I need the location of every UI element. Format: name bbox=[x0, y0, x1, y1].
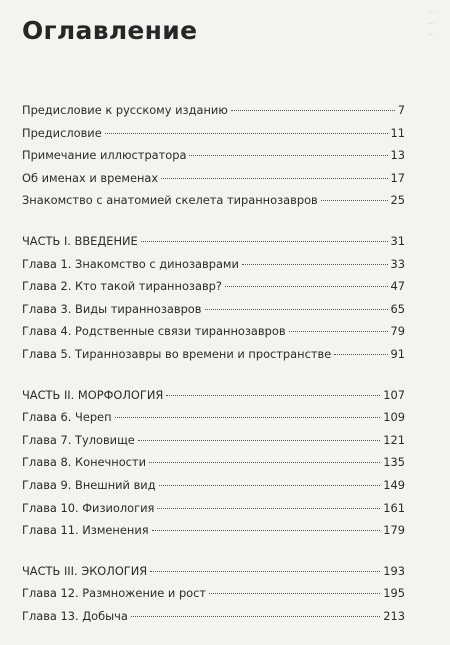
dot-leader bbox=[205, 308, 388, 310]
toc-entry-label: Глава 12. Размножение и рост bbox=[22, 586, 207, 601]
toc-entry-page-number: 25 bbox=[390, 193, 405, 208]
toc-entry-page-number: 179 bbox=[383, 523, 405, 538]
toc-entry-page-number: 121 bbox=[383, 432, 405, 447]
toc-entry-label: Глава 13. Добыча bbox=[22, 608, 128, 623]
toc-entry-page-number: 149 bbox=[383, 477, 405, 492]
dot-leader bbox=[157, 507, 380, 509]
dot-leader bbox=[161, 177, 387, 179]
toc-entry-label: Об именах и временах bbox=[22, 170, 159, 185]
toc-entry[interactable] bbox=[22, 343, 405, 366]
dot-leader bbox=[334, 353, 387, 355]
toc-entry-page-number: 31 bbox=[390, 233, 405, 248]
dot-leader bbox=[166, 394, 380, 396]
dot-leader bbox=[131, 615, 380, 617]
toc-entry-label: Глава 4. Родственные связи тираннозавров bbox=[22, 324, 286, 339]
toc-entry-label: Глава 3. Виды тираннозавров bbox=[22, 301, 202, 316]
toc-entry-label: Предисловие bbox=[22, 125, 102, 140]
toc-entry-page-number: 79 bbox=[390, 324, 405, 339]
toc-entry-label: Глава 1. Знакомство с динозаврами bbox=[22, 256, 239, 271]
toc-entry[interactable] bbox=[22, 384, 405, 407]
table-of-contents bbox=[22, 99, 405, 645]
dot-leader bbox=[159, 484, 381, 486]
dot-leader bbox=[105, 132, 388, 134]
toc-entry-label: Глава 10. Физиология bbox=[22, 500, 155, 515]
toc-entry[interactable] bbox=[22, 189, 405, 212]
toc-entry[interactable] bbox=[22, 474, 405, 497]
toc-entry[interactable] bbox=[22, 253, 405, 276]
toc-entry-label: Предисловие к русскому изданию bbox=[22, 103, 228, 117]
toc-entry-page-number: 107 bbox=[383, 387, 405, 402]
toc-entry-label: ЧАСТЬ I. ВВЕДЕНИЕ bbox=[22, 233, 138, 248]
page-title: Оглавление bbox=[22, 16, 198, 45]
toc-entry-label: ЧАСТЬ III. ЭКОЛОГИЯ bbox=[22, 563, 148, 578]
dot-leader bbox=[242, 263, 388, 265]
ghost-line: ... bbox=[427, 6, 436, 16]
toc-entry[interactable] bbox=[22, 230, 405, 253]
toc-entry-label: Глава 9. Внешний вид bbox=[22, 477, 156, 492]
dot-leader bbox=[150, 570, 380, 572]
dot-leader bbox=[149, 461, 380, 463]
ghost-line: ... bbox=[427, 17, 436, 27]
toc-entry[interactable] bbox=[22, 144, 405, 167]
toc-entry-page-number: 135 bbox=[383, 455, 405, 470]
toc-entry-page-number: 47 bbox=[390, 279, 405, 294]
toc-entry[interactable] bbox=[22, 582, 405, 605]
toc-entry[interactable] bbox=[22, 429, 405, 452]
toc-entry[interactable] bbox=[22, 605, 405, 628]
toc-entry-page-number: 11 bbox=[390, 125, 405, 140]
toc-entry[interactable] bbox=[22, 275, 405, 298]
dot-leader bbox=[225, 285, 388, 287]
toc-section-part-1 bbox=[22, 230, 405, 366]
toc-entry[interactable] bbox=[22, 298, 405, 321]
toc-entry-page-number: 7 bbox=[397, 103, 405, 117]
dot-leader bbox=[321, 199, 388, 201]
dot-leader bbox=[209, 592, 380, 594]
toc-entry-page-number: 33 bbox=[390, 256, 405, 271]
toc-entry-label: Глава 11. Изменения bbox=[22, 523, 149, 538]
dot-leader bbox=[115, 416, 381, 418]
toc-section-part-2 bbox=[22, 384, 405, 542]
toc-entry-label: Примечание иллюстратора bbox=[22, 148, 187, 163]
ghost-line: ... bbox=[427, 28, 436, 38]
dot-leader bbox=[289, 330, 388, 332]
toc-entry-page-number: 213 bbox=[383, 608, 405, 623]
toc-entry-page-number: 161 bbox=[383, 500, 405, 515]
toc-entry-page-number: 193 bbox=[383, 563, 405, 578]
toc-entry-label: Глава 6. Череп bbox=[22, 410, 112, 425]
toc-entry[interactable] bbox=[22, 320, 405, 343]
toc-entry-label: Глава 5. Тираннозавры во времени и пространстве bbox=[22, 346, 332, 361]
toc-entry[interactable] bbox=[22, 560, 405, 583]
toc-entry[interactable] bbox=[22, 167, 405, 190]
toc-entry[interactable] bbox=[22, 99, 405, 122]
toc-entry-page-number: 13 bbox=[390, 148, 405, 163]
toc-entry-page-number: 17 bbox=[390, 170, 405, 185]
toc-section-front bbox=[22, 99, 405, 212]
dot-leader bbox=[231, 109, 395, 111]
toc-entry-label: Знакомство с анатомией скелета тираннозавров bbox=[22, 193, 318, 208]
toc-entry-page-number: 91 bbox=[390, 346, 405, 361]
toc-entry[interactable] bbox=[22, 451, 405, 474]
toc-entry[interactable] bbox=[22, 122, 405, 145]
toc-entry-page-number: 195 bbox=[383, 586, 405, 601]
dot-leader bbox=[152, 529, 381, 531]
toc-entry-label: Глава 8. Конечности bbox=[22, 455, 146, 470]
toc-entry-label: Глава 7. Туловище bbox=[22, 432, 135, 447]
toc-entry-page-number: 109 bbox=[383, 410, 405, 425]
bleed-through-text bbox=[236, 6, 436, 39]
toc-entry[interactable] bbox=[22, 497, 405, 520]
toc-entry-page-number: 65 bbox=[390, 301, 405, 316]
toc-entry-label: Глава 2. Кто такой тираннозавр? bbox=[22, 279, 222, 294]
toc-section-part-3 bbox=[22, 560, 405, 628]
dot-leader bbox=[141, 240, 388, 242]
dot-leader bbox=[138, 439, 380, 441]
dot-leader bbox=[189, 154, 387, 156]
toc-entry-label: ЧАСТЬ II. МОРФОЛОГИЯ bbox=[22, 387, 164, 402]
toc-entry[interactable] bbox=[22, 406, 405, 429]
toc-entry[interactable] bbox=[22, 519, 405, 542]
